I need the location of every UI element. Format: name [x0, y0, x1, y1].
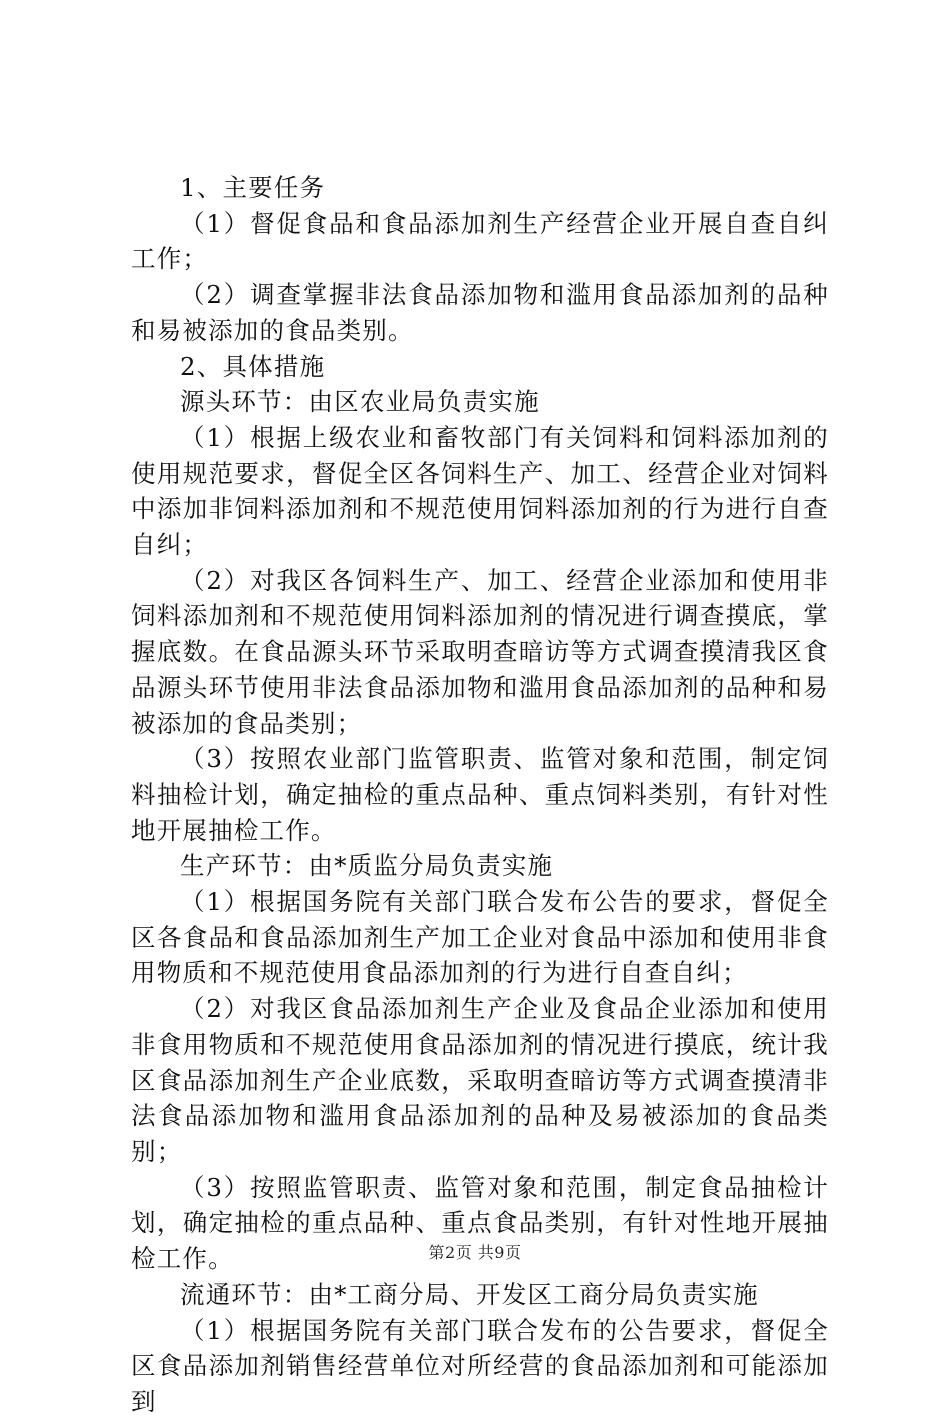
paragraph-production-1: （1）根据国务院有关部门联合发布公告的要求，督促全区各食品和食品添加剂生产加工企业对食品中添加和使用非食用物质和不规范使用食品添加剂的行为进行自查自纠； — [131, 887, 829, 988]
page-number-footer: 第2页 共9页 — [428, 1243, 522, 1262]
paragraph-source-1: （1）根据上级农业和畜牧部门有关饲料和饲料添加剂的使用规范要求，督促全区各饲料生产、加工、经营企业对饲料中添加非饲料添加剂和不规范使用饲料添加剂的行为进行自查自纠； — [131, 422, 829, 560]
subheading-production-stage: 生产环节：由*质监分局负责实施 — [180, 851, 554, 881]
section-heading-main-tasks: 1、主要任务 — [180, 173, 326, 202]
paragraph-production-3: （3）按照监管职责、监管对象和范围，制定食品抽检计划，确定抽检的重点品种、重点食品类别，有针对性地开展抽检工作。 — [131, 1172, 829, 1274]
paragraph-production-2: （2）对我区食品添加剂生产企业及食品企业添加和使用非食用物质和不规范使用食品添加剂的情况进行摸底，统计我区食品添加剂生产企业底数，采取明查暗访等方式调查摸清非法食品添加物和滥用食品添加剂的品种及易被添加的食品类别； — [131, 994, 829, 1166]
paragraph-source-2: （2）对我区各饲料生产、加工、经营企业添加和使用非饲料添加剂和不规范使用饲料添加剂的情况进行调查摸底，掌握底数。在食品源头环节采取明查暗访等方式调查摸清我区食品源头环节使用非法食品添加物和滥用食品添加剂的品种和易被添加的食品类别； — [131, 565, 829, 738]
subheading-source-stage: 源头环节：由区农业局负责实施 — [180, 387, 540, 417]
section-heading-measures: 2、具体措施 — [180, 351, 326, 381]
subheading-circulation-stage: 流通环节：由*工商分局、开发区工商分局负责实施 — [180, 1279, 759, 1309]
paragraph-task-2: （2）调查掌握非法食品添加物和滥用食品添加剂的品种和易被添加的食品类别。 — [131, 280, 829, 345]
paragraph-source-3: （3）按照农业部门监管职责、监管对象和范围，制定饲料抽检计划，确定抽检的重点品种、重点饲料类别，有针对性地开展抽检工作。 — [131, 744, 829, 845]
document-body — [131, 170, 829, 1420]
paragraph-task-1: （1）督促食品和食品添加剂生产经营企业开展自查自纠工作； — [131, 208, 829, 274]
paragraph-circulation-1: （1）根据国务院有关部门联合发布的公告要求，督促全区食品添加剂销售经营单位对所经营的食品添加剂和可能添加到 — [131, 1315, 829, 1416]
